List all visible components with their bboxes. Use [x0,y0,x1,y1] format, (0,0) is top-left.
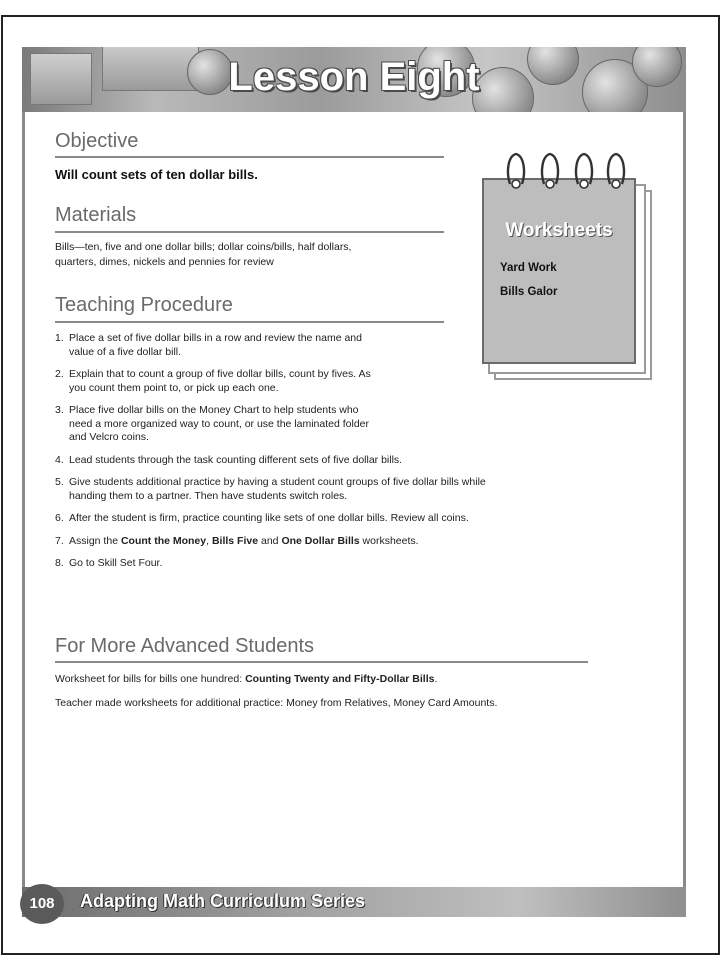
step-number: 5. [55,476,64,488]
step-number: 2. [55,368,64,380]
step-text: Place a set of five dollar bills in a row and review the name and [69,332,362,344]
step-number: 8. [55,557,64,569]
step-text: and Velcro coins. [69,431,149,443]
step-text: handing them to a partner. Then have students switch roles. [69,489,348,502]
spiral-ring-icon [604,150,628,190]
materials-heading: Materials [55,204,137,226]
objective-text: Will count sets of ten dollar bills. [55,167,258,182]
spiral-ring-icon [504,150,528,190]
step-text: Go to Skill Set Four. [69,557,163,569]
procedure-step [55,557,595,571]
step-text: Explain that to count a group of five dollar bills, count by fives. As [69,368,371,380]
worksheet-name: Counting Twenty and Fifty-Dollar Bills [245,673,435,685]
page-number: 108 [20,884,64,924]
worksheet-item: Yard Work [500,262,557,274]
lesson-banner [22,47,686,112]
series-title: Adapting Math Curriculum Series [80,891,366,911]
materials-line: quarters, dimes, nickels and pennies for review [55,256,274,268]
step-text: and [258,534,282,547]
objective-rule [55,156,444,158]
step-number: 1. [55,332,64,344]
advanced-text: Worksheet for bills for bills one hundred: [55,673,246,685]
procedure-step [55,476,595,503]
procedure-step [55,454,595,468]
worksheet-item: Bills Galor [500,286,558,298]
spiral-ring-icon [538,150,562,190]
step-text: After the student is firm, practice counting like sets of one dollar bills. Review all coins. [69,512,469,524]
materials-text [55,240,435,270]
step-text: , [206,534,212,547]
advanced-line: Teacher made worksheets for additional practice: Money from Relatives, Money Card Amounts. [55,697,498,709]
step-number: 4. [55,453,64,466]
step-number: 3. [55,404,64,416]
materials-rule [55,231,444,233]
procedure-step [55,535,595,549]
step-text: value of a five dollar bill. [69,345,182,358]
objective-heading: Objective [55,130,139,152]
worksheets-notepad [482,178,636,364]
procedure-step [55,404,595,445]
procedure-rule [55,321,444,323]
step-text: worksheets. [359,534,419,547]
step-text: Give students additional practice by having a student count groups of five dollar bills while [69,476,486,488]
worksheet-name: Bills Five [211,534,259,547]
spiral-ring-icon [572,150,596,190]
step-number: 7. [55,534,64,547]
procedure-step [55,512,595,526]
lesson-title: Lesson Eight [228,55,480,99]
worksheet-name: Count the Money [120,534,207,547]
step-text: Assign the [69,534,121,547]
advanced-line [55,673,437,685]
materials-line: Bills—ten, five and one dollar bills; dollar coins/bills, half dollars, [55,241,352,253]
advanced-rule [55,661,588,663]
step-text: Lead students through the task counting different sets of five dollar bills. [69,453,403,466]
advanced-text: . [434,673,438,685]
advanced-heading: For More Advanced Students [55,635,315,657]
procedure-heading: Teaching Procedure [55,294,233,316]
worksheet-name: One Dollar Bills [281,534,360,547]
step-text: you count them point to, or pick up each one. [69,381,279,394]
step-text: Place five dollar bills on the Money Chart to help students who [69,404,359,416]
worksheets-title: Worksheets [505,220,613,241]
step-number: 6. [55,512,64,524]
step-text: need a more organized way to count, or use the laminated folder [69,417,370,430]
